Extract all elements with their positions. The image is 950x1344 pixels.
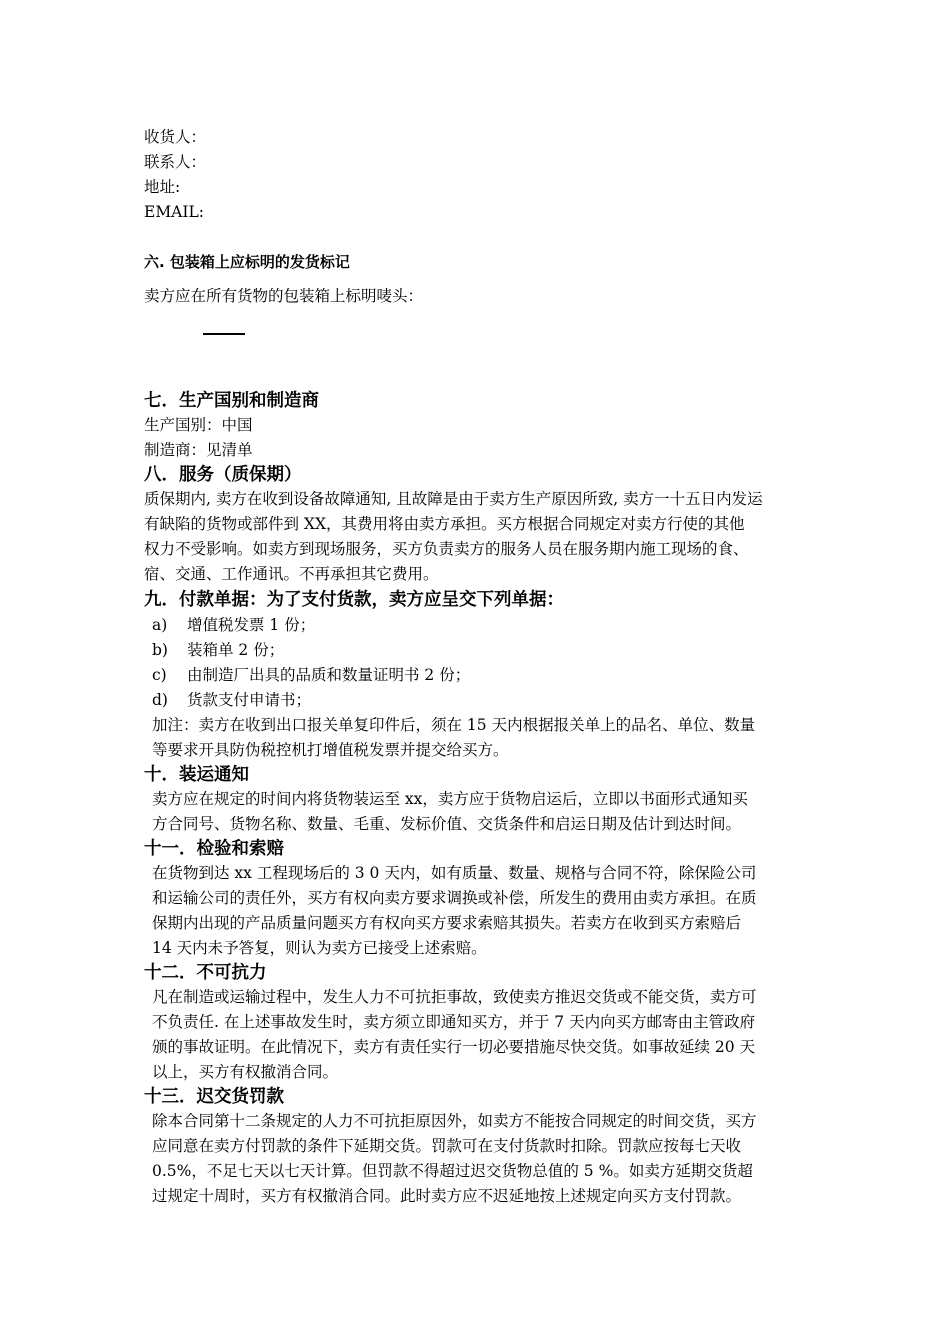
- section-13-line: 除本合同第十二条规定的人力不可抗拒原因外，如卖方不能按合同规定的时间交货，买方: [152, 1112, 757, 1130]
- section-10-line: 卖方应在规定的时间内将货物装运至 xx，卖方应于货物启运后，立即以书面形式通知买: [152, 790, 748, 808]
- list-item-text: 由制造厂出具的品质和数量证明书 2 份；: [187, 666, 471, 684]
- section-11-line: 和运输公司的责任外，买方有权向卖方要求调换或补偿，所发生的费用由卖方承担。在质: [152, 889, 757, 907]
- address-label: 地址:: [144, 178, 181, 196]
- section-8-line: 权力不受影响。如卖方到现场服务，买方负责卖方的服务人员在服务期内施工现场的食、: [144, 540, 749, 558]
- list-item-label: a): [152, 616, 168, 634]
- section-6-heading: 六. 包装箱上应标明的发货标记: [144, 253, 350, 271]
- shipping-mark-underline: [203, 333, 245, 335]
- section-9-heading: 九．付款单据：为了支付货款，卖方应呈交下列单据：: [144, 590, 564, 610]
- list-item-label: d): [152, 691, 168, 709]
- manufacturer: 制造商：见清单: [144, 441, 253, 459]
- list-item-text: 货款支付申请书；: [187, 691, 312, 709]
- contact-label: 联系人：: [144, 153, 207, 171]
- section-12-line: 以上，买方有权撤消合同。: [152, 1063, 339, 1081]
- section-11-line: 14 天内未予答复，则认为卖方已接受上述索赔。: [152, 939, 487, 957]
- section-12-line: 凡在制造或运输过程中，发生人力不可抗拒事故，致使卖方推迟交货或不能交货，卖方可: [152, 988, 757, 1006]
- email-label: EMAIL:: [144, 203, 205, 221]
- section-10-line: 方合同号、货物名称、数量、毛重、发标价值、交货条件和启运日期及估计到达时间。: [152, 815, 742, 833]
- section-11-heading: 十一．检验和索赔: [144, 839, 284, 859]
- section-12-heading: 十二．不可抗力: [144, 963, 267, 983]
- section-8-heading: 八．服务（质保期）: [144, 465, 302, 485]
- section-13-line: 0.5%，不足七天以七天计算。但罚款不得超过迟交货物总值的 5 %。如卖方延期交货超: [152, 1162, 753, 1180]
- section-8-line: 宿、交通、工作通讯。不再承担其它费用。: [144, 565, 439, 583]
- section-13-line: 应同意在卖方付罚款的条件下延期交货。罚款可在支付货款时扣除。罚款应按每七天收: [152, 1137, 742, 1155]
- list-item-label: c): [152, 666, 167, 684]
- section-13-line: 过规定十周时，买方有权撤消合同。此时卖方应不迟延地按上述规定向买方支付罚款。: [152, 1187, 742, 1205]
- section-12-line: 不负责任. 在上述事故发生时，卖方须立即通知买方，并于 7 天内向买方邮寄由主管政府: [152, 1013, 756, 1031]
- section-9-note: 加注：卖方在收到出口报关单复印件后，须在 15 天内根据报关单上的品名、单位、数量: [152, 716, 756, 734]
- list-item-text: 增值税发票 1 份；: [187, 616, 316, 634]
- section-12-line: 颁的事故证明。在此情况下，卖方有责任实行一切必要措施尽快交货。如事故延续 20 天: [152, 1038, 756, 1056]
- section-6-text: 卖方应在所有货物的包装箱上标明唛头：: [144, 287, 424, 305]
- section-11-line: 保期内出现的产品质量问题买方有权向买方要求索赔其损失。若卖方在收到买方索赔后: [152, 914, 742, 932]
- section-10-heading: 十．装运通知: [144, 765, 249, 785]
- section-11-line: 在货物到达 xx 工程现场后的 3 0 天内，如有质量、数量、规格与合同不符，除保险公司: [152, 864, 757, 882]
- list-item-text: 装箱单 2 份；: [187, 641, 285, 659]
- section-8-line: 有缺陷的货物或部件到 XX，其费用将由卖方承担。买方根据合同规定对卖方行使的其他: [144, 515, 745, 533]
- section-9-note: 等要求开具防伪税控机打增值税发票并提交给买方。: [152, 741, 509, 759]
- section-13-heading: 十三．迟交货罚款: [144, 1087, 284, 1107]
- section-7-heading: 七．生产国别和制造商: [144, 391, 319, 411]
- section-8-line: 质保期内, 卖方在收到设备故障通知, 且故障是由于卖方生产原因所致, 卖方一十五日内发运: [144, 490, 763, 508]
- country-of-origin: 生产国别：中国: [144, 416, 253, 434]
- list-item-label: b): [152, 641, 168, 659]
- consignee-label: 收货人：: [144, 128, 207, 146]
